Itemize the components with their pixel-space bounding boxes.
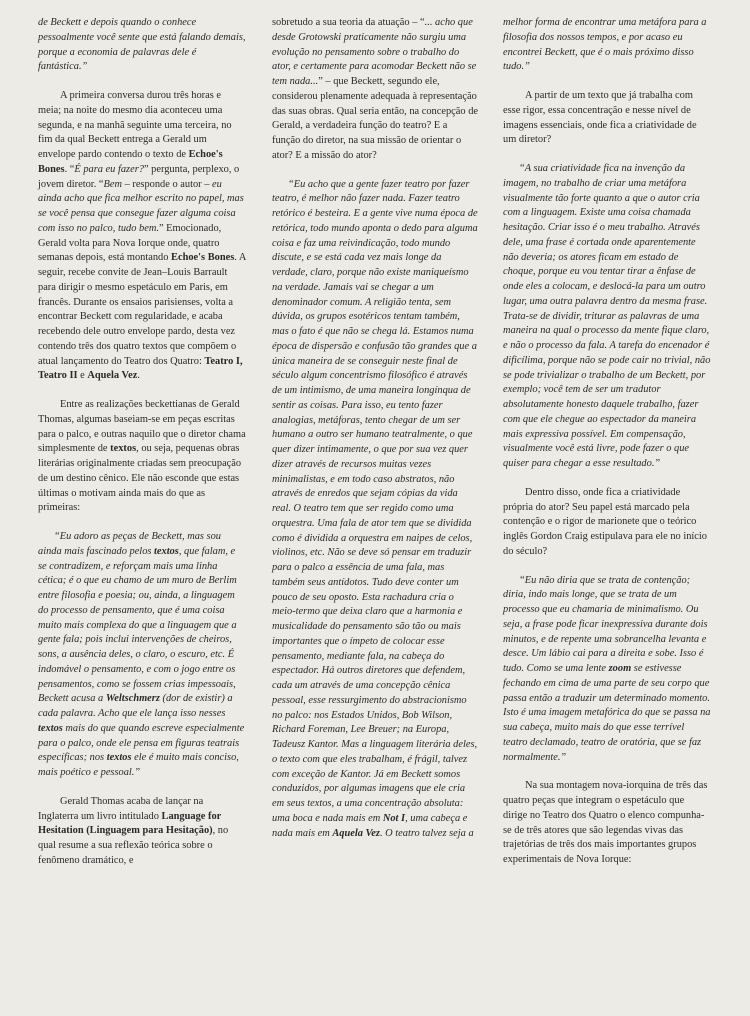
- paragraph-director-creativity: A partir de um texto que já trabalha com esse rigor, essa concentração e nesse nível de imagens essenciais, onde fica a criatividade de um diretor?: [503, 90, 697, 146]
- quote-texts: “Eu adoro as peças de Beckett, mas sou ainda mais fascinado pelos textos, que falam, e se contradizem, e reforçam mais uma linha cética; é o que eu chamo de um muro de Berlim entre filosofia e poesia; ou, ainda, a linguagem do processo de pensamento, que é uma coisa muito mais complexa do que a linguagem que a gente fala; pois inclui intervenções de cheiros, sons, a ausência deles, o claro, o escuro, etc. É indomável o pensamento, e com o jogo entre os pensamentos, como se fossem crias impessoais, Beckett acusa a Weltschmerz (dor de existir) a cada palavra. Acho que ele lança isso nesses textos mais do que quando escreve especialmente para o palco, onde ele pensa em figuras teatrais específicas; nos textos ele é muito mais conciso, mais poético e pessoal.”: [38, 531, 245, 778]
- quote-metaphor-end: melhor forma de encontrar uma metáfora para a filosofia dos nossos tempos, e por acaso eu encontrei Beckett, que é o mais próximo disso tudo.”: [503, 17, 707, 73]
- column-right: [503, 16, 711, 882]
- quote-theatre: “Eu acho que a gente fazer teatro por fazer teatro, é melhor não fazer nada. Fazer teatro retórico é besteira. E a gente vive numa época de retórica, todo mundo aponta o dedo para alguma coisa e faz uma reivindicação, todo mundo discute, e se está cada vez mais longe da verdade, claro, porque não existe maniqueísmo na verdade. Jamais vai se chegar a um denominador comum. A religião tenta, sem dúvida, os grupos esotéricos tentam também, mas o fato é que não se chega lá. Estamos numa época de dispersão e confusão tão grandes que a única maneira de se conseguir neste final de século algum concentrismo filosófico é através de um intimismo, de uma maneira longínqua de sentir as coisas. Para isso, eu tento fazer analogias, metáforas, tento chegar de um ser humano a outro ser humano teatralmente, o que quer dizer intimamente, o que por sua vez quer dizer através de recursos muitas vezes minimalistas, e em todo caso abstratos, não através de enredos que sejam cópias da vida real. O teatro tem que ser regido como uma orquestra. Uma fala de ator tem que se dividida como é dividida a orquestra em naipes de celos, violinos, etc. Não se deve só pensar em traduzir para o palco a essência de uma fala, mas também seus antídotos. Tudo deve conter um pouco de seu oposto. Esta rachadura cria o meio-termo que deixa claro que a harmonia e musicalidade do pensamento são tão ou mais importantes que o ímpeto de colocar esse pensamento, mediante fala, na cabeça do espectador. Há outros diretores que defendem, cada um através de uma concepção cênica pessoal, esse ressurgimento do abstracionismo no palco: nos Estados Unidos, Bob Wilson, Richard Foreman, Lee Breuer; na Europa, Tadeusz Kantor. Mas a linguagem literária deles, o texto com que eles trabalham, é frágil, talvez com exceção de Kantor. Já em Beckett somos conduzidos, por algumas imagens que ele cria em seus textos, a uma concentração absoluta: uma boca e nada mais em Not I, uma cabeça e nada mais em Aquela Vez. O teatro talvez seja a: [272, 178, 478, 839]
- paragraph-book: Gerald Thomas acaba de lançar na Inglaterra um livro intitulado Language for Hesitation (Linguagem para Hesitação), no qual resume a sua reflexão teórica sobre o fenômeno dramático, e: [38, 795, 229, 866]
- quote-continued: de Beckett e depois quando o conhece pessoalmente você sente que está falando demais, porque a economia de palavras dele é fantástica.”: [38, 17, 246, 73]
- quote-minimalism: “Eu não diria que se trata de contenção; diria, indo mais longe, que se trata de um processo que eu chamaria de minimalismo. Ou seja, a frase pode ficar inexpressiva durante dois minutos, e de repente uma sobrancelha levanta e desce. Um lábio cai para a direita e sobe. Isso é tudo. Como se uma lente zoom se estivesse fechando em cima de uma parte de seu corpo que passa então a traduzir um determinado momento. Isto é uma imagem metafórica do que se passa na sua cabeça, muito mais do que esse terrível teatro declamado, teatro de oratória, que se faz normalmente.”: [503, 574, 711, 763]
- paragraph-actor-creativity: Dentro disso, onde fica a criatividade própria do ator? Seu papel está marcado pela contenção e o rigor de marionete que o teórico inglês Gordon Craig estipulava para ele no início do século?: [503, 486, 708, 557]
- paragraph-new-york: Na sua montagem nova-iorquina de três das quatro peças que integram o espetáculo que dirige no Teatro dos Quatro o elenco compunha-se de três atores que são legendas vivas das trajetórias de três dos mais importantes grupos experimentais de Nova Iorque:: [503, 780, 708, 865]
- paragraph-theory: sobretudo a sua teoria da atuação – “... acho que desde Grotowski praticamente não surgiu uma evolução no pensamento sobre o trabalho do ator, e certamente para acomodar Beckett não se tem nada...” – que Beckett, segundo ele, considerou plenamente adequada à representação das suas obras. Qual seria então, na concepção de Gerald, a verdadeira função do teatro? E a função do diretor, na sua missão de orientar o ator? E a missão do ator?: [272, 17, 478, 161]
- paragraph-realizations: Entre as realizações beckettianas de Gerald Thomas, algumas baseiam-se em peças escritas para o palco, e outras naquilo que o diretor chama simplesmente de textos, ou seja, pequenas obras literárias originalmente criadas sem preocupação de um destino cênico. Ele não esconde que estas últimas o motivam ainda mais do que as primeiras:: [38, 399, 246, 514]
- paragraph-first-meeting: A primeira conversa durou três horas e meia; na noite do mesmo dia aconteceu uma segunda, e na manhã seguinte uma terceira, no fim da qual Beckett entrega a Gerald um envelope pardo contendo o texto de Echoe's Bones. “É para eu fazer?” pergunta, perplexo, o jovem diretor. “Bem – responde o autor – eu ainda acho que fica melhor escrito no papel, mas se você pensa que consegue fazer alguma coisa com isso no palco, tudo bem.” Emocionado, Gerald volta para Nova Iorque onde, quatro semanas depois, está montando Echoe's Bones. A seguir, recebe convite de Jean–Louis Barrault para dirigir o mesmo espetáculo em Paris, em francês. Durante os ensaios parisienses, volta a encontrar Beckett com regularidade, e acaba recebendo dele outro envelope pardo, desta vez contendo três dos quatro textos que compõem o atual lançamento do Teatro dos Quatro: Teatro I, Teatro II e Aquela Vez.: [38, 90, 246, 382]
- quote-creativity: “A sua criatividade fica na invenção da imagem, no trabalho de criar uma metáfora visualmente tão forte quanto a que o autor cria com a linguagem. Existe uma coisa chamada hesitação. Criar isso é o meu trabalho. Através dele, uma frase é cortada onde aparentemente não deveria; os atores ficam em estado de choque, porque eu vou tentar tirar a ênfase de onde eles a colocam, e deslocá-la para um outro lugar, uma outra palavra dentro da mesma frase. Trata-se de dividir, triturar as palavras de uma maneira na qual o processo da mente fique claro, e não o processo da fala. A tarefa do encenador é dificílima, porque não se pode cair no trivial, não se pode trivializar o trabalho de um Beckett, por exemplo; você tem de ser um tradutor absolutamente honesto daquele trabalho, fazer com que ele chegue ao espectador da maneira mais expressiva possível. Em compensação, visualmente você está livre, pode fazer o que quiser para chegar a esse resultado.”: [503, 163, 711, 469]
- column-middle: [272, 16, 478, 855]
- column-left: [38, 16, 246, 883]
